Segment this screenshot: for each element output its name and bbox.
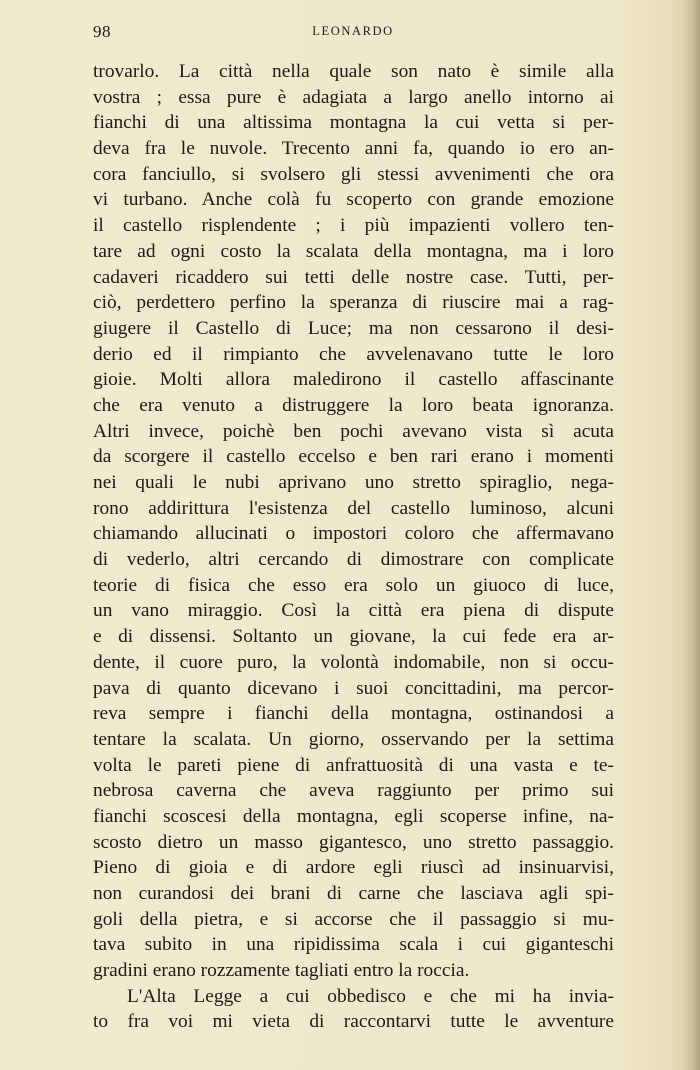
text-line: fianchi scoscesi della montagna, egli scoperse infine, na- xyxy=(93,805,614,827)
body-text xyxy=(93,59,614,1035)
text-line: vostra ; essa pure è adagiata a largo anello intorno ai xyxy=(93,86,614,108)
text-line: vi turbano. Anche colà fu scoperto con grande emozione xyxy=(93,189,614,211)
text-line: cadaveri ricaddero sui tetti delle nostre case. Tutti, per- xyxy=(93,266,614,288)
text-line: reva sempre i fianchi della montagna, ostinandosi a xyxy=(93,703,614,725)
text-line: e di dissensi. Soltanto un giovane, la cui fede era ar- xyxy=(93,626,614,648)
text-line: giugere il Castello di Luce; ma non cessarono il desi- xyxy=(93,317,614,339)
text-line: fianchi di una altissima montagna la cui vetta si per- xyxy=(93,112,614,134)
text-line: trovarlo. La città nella quale son nato è simile alla xyxy=(93,61,614,82)
text-line: di vederlo, altri cercando di dimostrare con complicate xyxy=(93,549,614,571)
running-title: LEONARDO xyxy=(312,24,394,38)
text-line: cora fanciullo, si svolsero gli stessi avvenimenti che ora xyxy=(93,163,614,185)
text-line: da scorgere il castello eccelso e ben rari erano i momenti xyxy=(93,446,614,468)
text-line: goli della pietra, e si accorse che il passaggio si mu- xyxy=(93,908,614,930)
text-line: tava subito in una ripidissima scala i cui giganteschi xyxy=(93,934,614,956)
page-header xyxy=(93,22,613,42)
text-line: derio ed il rimpianto che avvelenavano tutte le loro xyxy=(93,343,614,365)
text-line: dente, il cuore puro, la volontà indomabile, non si occu- xyxy=(93,651,614,673)
text-line: un vano miraggio. Così la città era piena di dispute xyxy=(93,600,614,622)
text-line: nebrosa caverna che aveva raggiunto per primo sui xyxy=(93,780,614,802)
text-line: rono addirittura l'esistenza del castello luminoso, alcuni xyxy=(93,497,614,519)
text-line: deva fra le nuvole. Trecento anni fa, quando io ero an- xyxy=(93,138,614,160)
page-edge-shadow xyxy=(682,0,700,1070)
text-line: nei quali le nubi aprivano uno stretto spiraglio, nega- xyxy=(93,472,614,493)
text-line: Pieno di gioia e di ardore egli riuscì ad insinuarvisi, xyxy=(93,857,614,879)
text-line: gioie. Molti allora maledirono il castello affascinante xyxy=(93,369,614,391)
text-line: scosto dietro un masso gigantesco, uno stretto passaggio. xyxy=(93,831,614,853)
text-line: non curandosi dei brani di carne che lasciava agli spi- xyxy=(93,883,614,904)
page-number: 98 xyxy=(93,22,111,41)
text-line: tare ad ogni costo la scalata della montagna, ma i loro xyxy=(93,240,614,262)
text-line: pava di quanto dicevano i suoi concittadini, ma percor- xyxy=(93,677,614,699)
text-line: to fra voi mi vieta di raccontarvi tutte le avventure xyxy=(93,1011,614,1033)
text-line: gradini erano rozzamente tagliati entro la roccia. xyxy=(93,960,470,982)
text-line: Altri invece, poichè ben pochi avevano vista sì acuta xyxy=(93,420,614,442)
text-line: L'Alta Legge a cui obbedisco e che mi ha invia- xyxy=(127,985,614,1007)
text-line: che era venuto a distruggere la loro beata ignoranza. xyxy=(93,394,614,416)
text-line: volta le pareti piene di anfrattuosità di una vasta e te- xyxy=(93,754,614,776)
text-line: teorie di fisica che esso era solo un giuoco di luce, xyxy=(93,574,614,596)
text-line: ciò, perdettero perfino la speranza di riuscire mai a rag- xyxy=(93,292,614,314)
text-line: il castello risplendente ; i più impazienti vollero ten- xyxy=(93,215,614,237)
text-line: chiamando allucinati o impostori coloro che affermavano xyxy=(93,523,614,545)
text-line: tentare la scalata. Un giorno, osservando per la settima xyxy=(93,728,614,750)
